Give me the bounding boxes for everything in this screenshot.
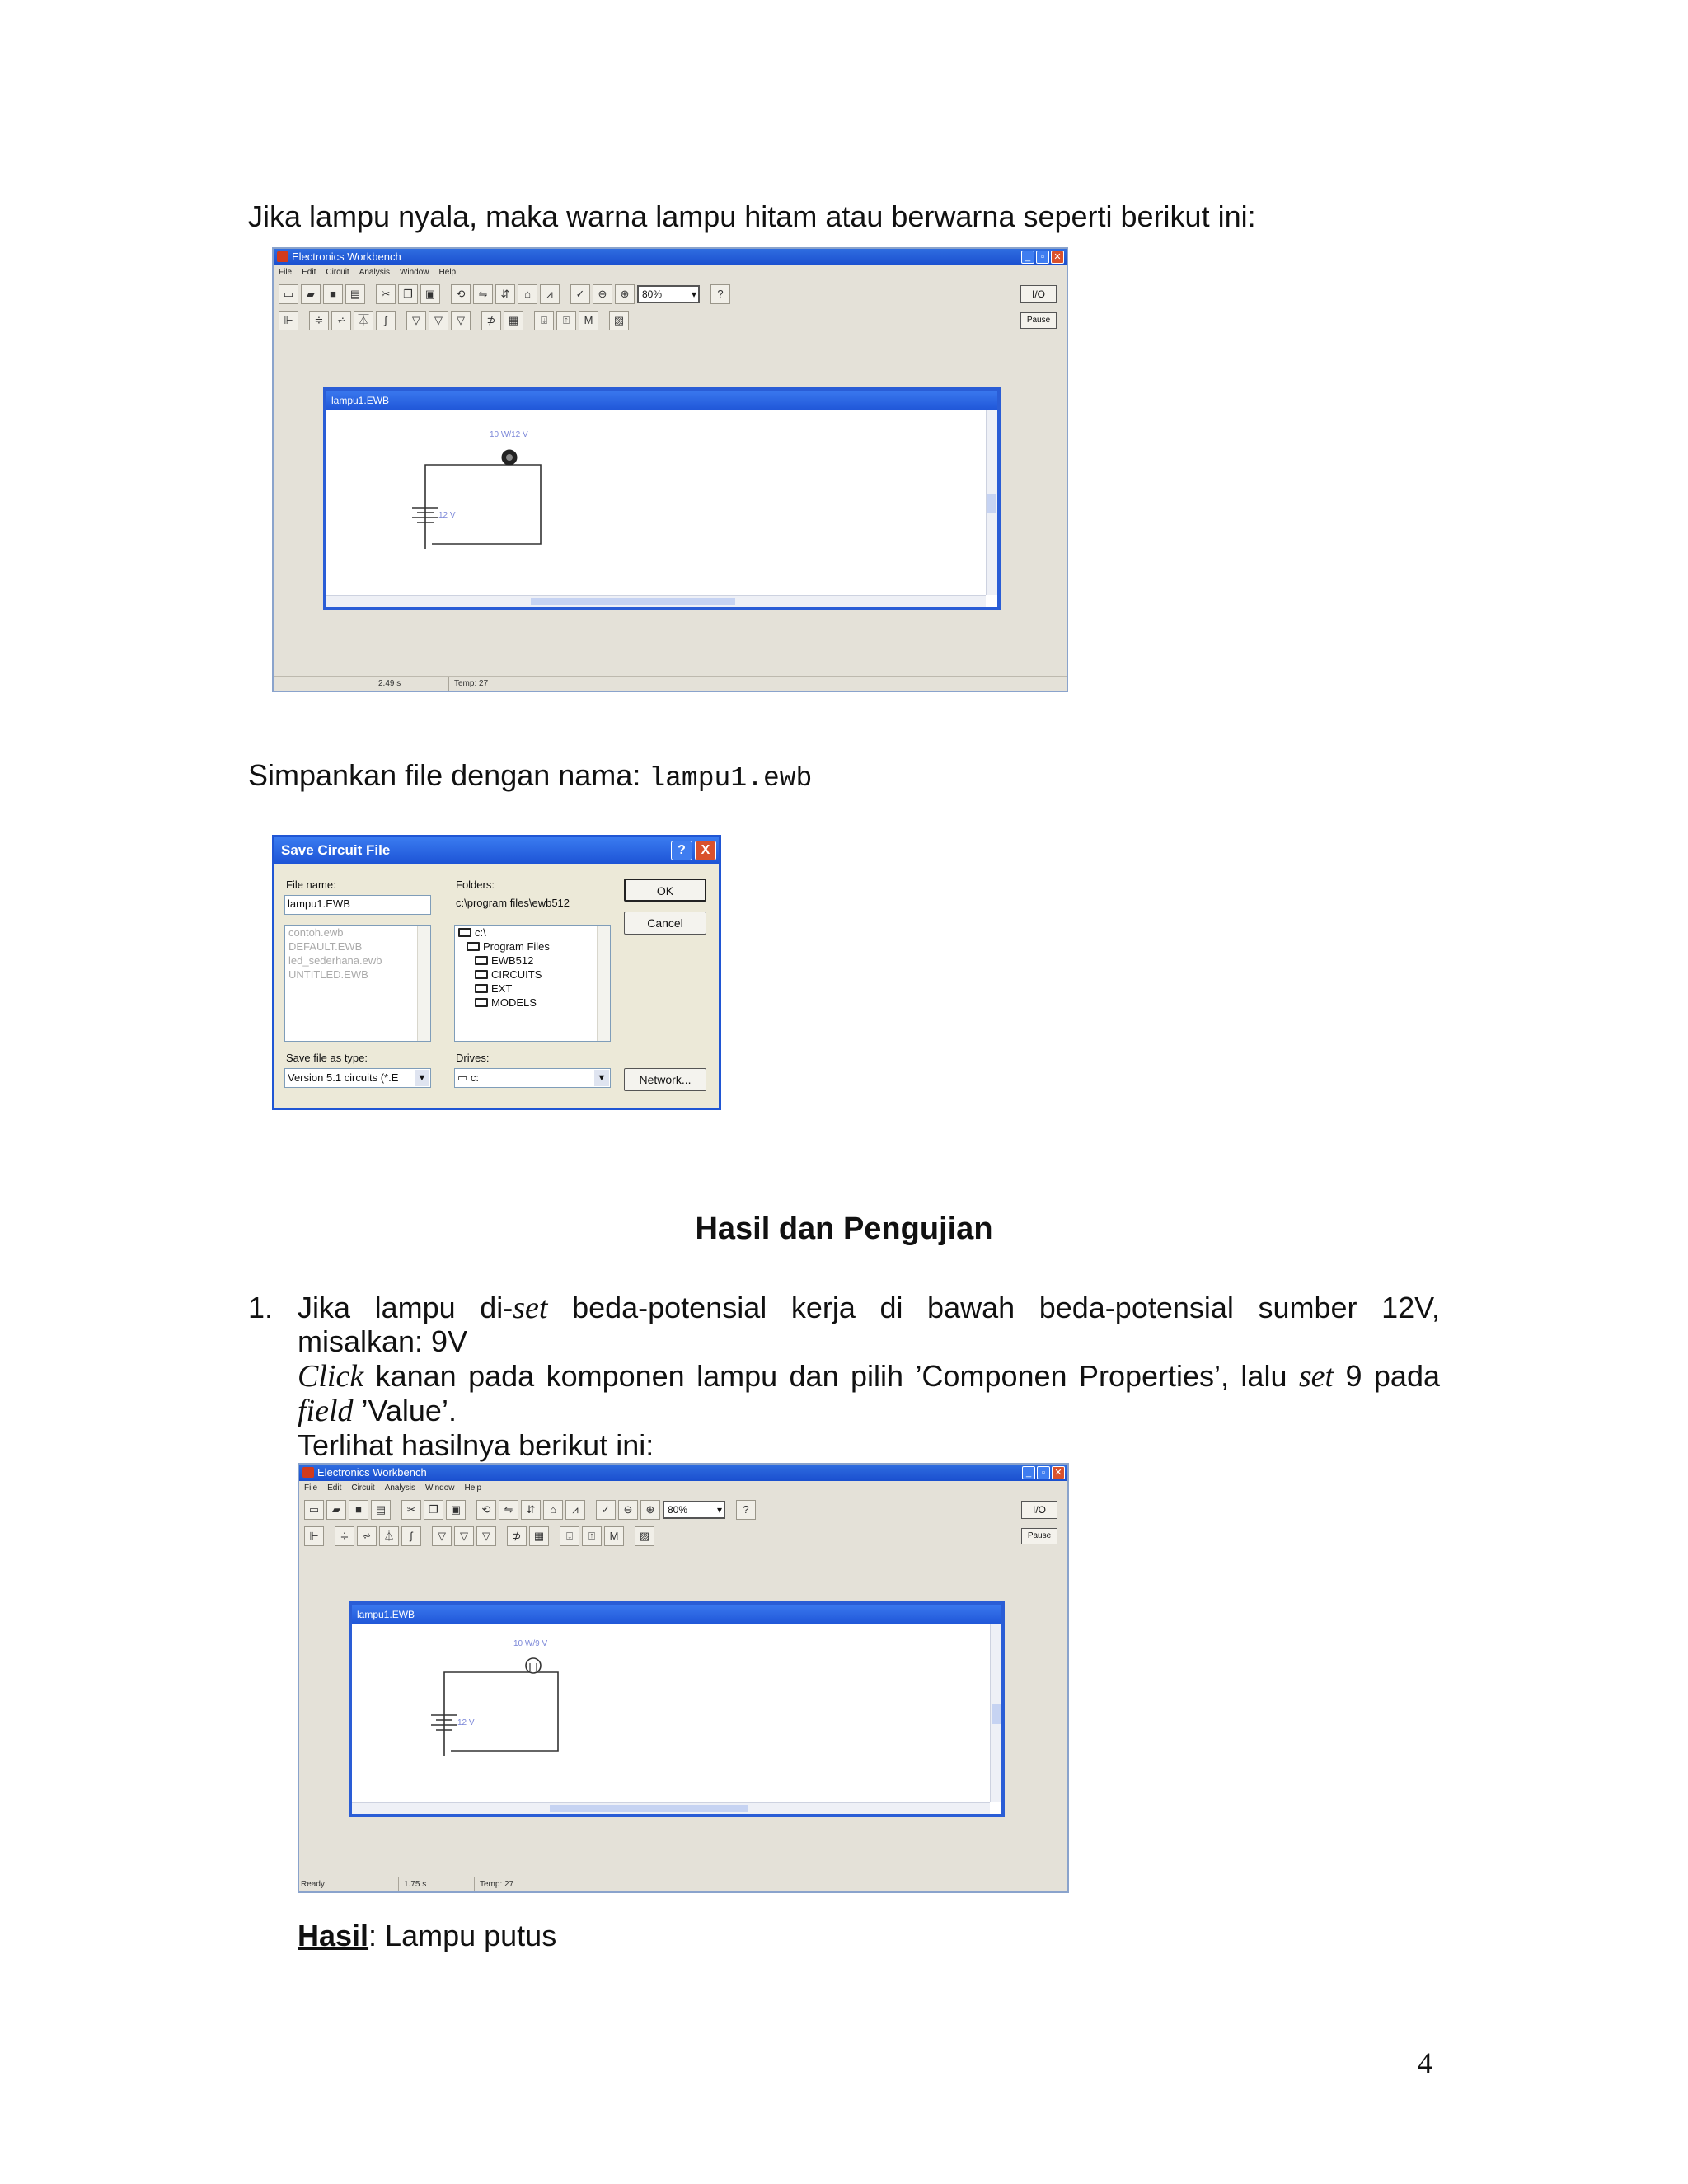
print-icon[interactable]: ▤ <box>371 1500 391 1520</box>
circuit-vertical-scrollbar[interactable] <box>990 1624 1001 1802</box>
transistors-bin-icon[interactable]: ʃ <box>376 311 396 330</box>
save-circuit-dialog <box>272 835 721 1110</box>
cancel-button[interactable]: Cancel <box>624 912 706 935</box>
folder-icon <box>475 970 488 979</box>
file-list-item[interactable]: DEFAULT.EWB <box>288 940 363 953</box>
status-bar <box>299 1877 1067 1891</box>
file-list-item[interactable]: contoh.ewb <box>288 926 344 939</box>
dialog-title: Save Circuit File <box>274 837 719 864</box>
new-file-icon[interactable]: ▭ <box>279 284 298 304</box>
paste-icon[interactable]: ▣ <box>420 284 440 304</box>
cut-icon[interactable]: ✂ <box>401 1500 421 1520</box>
file-list-item[interactable]: UNTITLED.EWB <box>288 968 368 981</box>
cut-icon[interactable]: ✂ <box>376 284 396 304</box>
ewb-window-lamp-off <box>298 1463 1069 1893</box>
status-bar <box>274 676 1067 691</box>
folder-tree[interactable] <box>454 925 611 1042</box>
file-list[interactable] <box>284 925 431 1042</box>
flip-horizontal-icon[interactable]: ⇋ <box>499 1500 518 1520</box>
indicators-bin-icon[interactable]: ⍗ <box>560 1526 579 1546</box>
circuit-diagram <box>326 410 986 598</box>
flip-horizontal-icon[interactable]: ⇋ <box>473 284 493 304</box>
controls-bin-icon[interactable]: ⍐ <box>582 1526 602 1546</box>
open-folder-icon <box>467 942 480 951</box>
circuit-diagram <box>352 1624 990 1806</box>
flip-vertical-icon[interactable]: ⇵ <box>521 1500 541 1520</box>
zoom-out-icon[interactable]: ⊖ <box>618 1500 638 1520</box>
main-toolbar <box>275 282 1065 307</box>
open-folder-icon <box>458 928 471 937</box>
save-instruction <box>248 758 812 796</box>
favorites-bin-icon[interactable]: ⊩ <box>304 1526 324 1546</box>
intro-text: Jika lampu nyala, maka warna lampu hitam atau berwarna seperti berikut ini: <box>248 199 1256 233</box>
save-type-label: Save file as type: <box>286 1052 368 1064</box>
sources-bin-icon[interactable]: ≑ <box>335 1526 354 1546</box>
minimize-icon[interactable]: _ <box>1021 251 1034 264</box>
analog-ics-bin-icon[interactable]: ▽ <box>406 311 426 330</box>
circuit-horizontal-scrollbar[interactable] <box>352 1802 990 1814</box>
basic-bin-icon[interactable]: ⩫ <box>357 1526 377 1546</box>
rotate-icon[interactable]: ⟲ <box>476 1500 496 1520</box>
file-name-label: File name: <box>286 879 336 891</box>
lamp-icon[interactable] <box>526 1658 541 1673</box>
ewb-window-lamp-on <box>272 247 1068 692</box>
save-icon[interactable]: ■ <box>349 1500 368 1520</box>
folders-label: Folders: <box>456 879 495 891</box>
minimize-icon[interactable]: _ <box>1022 1466 1035 1479</box>
item-number: 1. <box>248 1291 274 1324</box>
copy-icon[interactable]: ❐ <box>424 1500 443 1520</box>
component-properties-icon[interactable]: ✓ <box>570 284 590 304</box>
close-icon[interactable]: ✕ <box>1051 251 1064 264</box>
menu-window[interactable]: Window <box>424 1483 455 1493</box>
zoom-select[interactable]: 80% ▾ <box>637 285 700 303</box>
status-time: 1.75 s <box>398 1877 474 1891</box>
paste-icon[interactable]: ▣ <box>446 1500 466 1520</box>
lamp-label: 10 W/12 V <box>490 430 528 439</box>
folders-path: c:\program files\ewb512 <box>456 897 570 909</box>
folder-icon <box>475 984 488 993</box>
circuit-window-title: lampu1.EWB <box>352 1605 1001 1624</box>
pause-button[interactable]: Pause <box>1020 312 1057 329</box>
file-name-input[interactable]: lampu1.EWB <box>284 895 431 915</box>
status-ready: Ready <box>301 1880 325 1889</box>
zoom-in-icon[interactable]: ⊕ <box>640 1500 660 1520</box>
ewb-title: Electronics Workbench <box>317 1466 427 1479</box>
mixed-ics-bin-icon[interactable]: ▽ <box>429 311 448 330</box>
zoom-in-icon[interactable]: ⊕ <box>615 284 635 304</box>
ewb-titlebar <box>274 249 1067 265</box>
save-icon[interactable]: ■ <box>323 284 343 304</box>
menu-file[interactable]: File <box>304 1483 318 1493</box>
diodes-bin-icon[interactable]: ⏄ <box>354 311 373 330</box>
result-label: Hasil <box>298 1919 369 1952</box>
chevron-down-icon[interactable]: ▼ <box>594 1070 609 1086</box>
logic-gates-bin-icon[interactable]: ⊅ <box>481 311 501 330</box>
zoom-select[interactable]: 80% ▾ <box>663 1501 725 1519</box>
menu-edit[interactable]: Edit <box>302 268 316 277</box>
maximize-icon[interactable]: ▫ <box>1037 1466 1050 1479</box>
menu-help[interactable]: Help <box>438 268 457 277</box>
copy-icon[interactable]: ❐ <box>398 284 418 304</box>
circuit-window <box>323 387 1001 610</box>
folder-item[interactable]: Program Files <box>455 940 610 954</box>
result-line <box>298 1919 556 1953</box>
drives-label: Drives: <box>456 1052 490 1064</box>
file-list-item[interactable]: led_sederhana.ewb <box>288 954 382 967</box>
flip-vertical-icon[interactable]: ⇵ <box>495 284 515 304</box>
section-heading: Hasil dan Pengujian <box>695 1212 993 1246</box>
save-instruction-text: Simpankan file dengan nama: <box>248 758 649 792</box>
lamp-label: 10 W/9 V <box>513 1639 548 1648</box>
open-folder-icon <box>475 956 488 965</box>
instruments-bin-icon[interactable]: ▨ <box>609 311 629 330</box>
menu-circuit[interactable]: Circuit <box>326 268 349 277</box>
status-temp: Temp: 27 <box>448 677 531 691</box>
folder-item[interactable]: EWB512 <box>455 954 610 968</box>
logic-gates-bin-icon[interactable]: ⊅ <box>507 1526 527 1546</box>
drives-select[interactable]: ▭ c: ▼ <box>454 1068 611 1088</box>
power-switch-icon[interactable]: I/O <box>1020 285 1057 303</box>
main-toolbar <box>301 1497 1066 1522</box>
menu-analysis[interactable]: Analysis <box>384 1483 415 1493</box>
menu-window[interactable]: Window <box>399 268 429 277</box>
digital-bin-icon[interactable]: ▦ <box>504 311 523 330</box>
mixed-ics-bin-icon[interactable]: ▽ <box>454 1526 474 1546</box>
pause-button[interactable]: Pause <box>1021 1528 1057 1544</box>
circuit-window-title: lampu1.EWB <box>326 391 997 410</box>
graph-icon[interactable]: ⩘ <box>565 1500 585 1520</box>
close-button[interactable]: X <box>695 841 716 860</box>
page-number: 4 <box>1418 2046 1432 2079</box>
menu-file[interactable]: File <box>279 268 293 277</box>
parts-toolbar <box>301 1524 1066 1549</box>
folder-icon <box>475 998 488 1007</box>
ewb-titlebar <box>299 1465 1067 1481</box>
digital-ics-bin-icon[interactable]: ▽ <box>476 1526 496 1546</box>
menu-edit[interactable]: Edit <box>327 1483 342 1493</box>
graph-icon[interactable]: ⩘ <box>540 284 560 304</box>
controls-bin-icon[interactable]: ⍐ <box>556 311 576 330</box>
item1-line4: field ’Value’. <box>298 1394 457 1428</box>
rotate-icon[interactable]: ⟲ <box>451 284 471 304</box>
digital-ics-bin-icon[interactable]: ▽ <box>451 311 471 330</box>
print-icon[interactable]: ▤ <box>345 284 365 304</box>
help-icon[interactable]: ? <box>710 284 730 304</box>
menu-circuit[interactable]: Circuit <box>351 1483 375 1493</box>
item1-line2: misalkan: 9V <box>298 1324 468 1358</box>
ok-button[interactable]: OK <box>624 879 706 902</box>
digital-bin-icon[interactable]: ▦ <box>529 1526 549 1546</box>
folder-item[interactable]: c:\ <box>455 926 610 940</box>
sources-bin-icon[interactable]: ≑ <box>309 311 329 330</box>
instruments-bin-icon[interactable]: ▨ <box>635 1526 654 1546</box>
miscellaneous-bin-icon[interactable]: M <box>604 1526 624 1546</box>
component-properties-icon[interactable]: ✓ <box>596 1500 616 1520</box>
open-folder-icon[interactable]: ▰ <box>326 1500 346 1520</box>
subcircuit-icon[interactable]: ⌂ <box>518 284 537 304</box>
status-temp: Temp: 27 <box>474 1877 556 1891</box>
open-folder-icon[interactable]: ▰ <box>301 284 321 304</box>
menu-bar <box>299 1481 1067 1495</box>
battery-label: 12 V <box>438 511 456 520</box>
item1-line5: Terlihat hasilnya berikut ini: <box>298 1428 654 1462</box>
menu-bar <box>274 265 1067 279</box>
help-icon[interactable]: ? <box>736 1500 756 1520</box>
chevron-down-icon[interactable]: ▼ <box>415 1070 429 1086</box>
miscellaneous-bin-icon[interactable]: M <box>579 311 598 330</box>
folder-item[interactable]: EXT <box>455 982 610 996</box>
parts-toolbar <box>275 308 1065 333</box>
save-filename: lampu1.ewb <box>649 763 813 794</box>
analog-ics-bin-icon[interactable]: ▽ <box>432 1526 452 1546</box>
help-button[interactable]: ? <box>671 841 692 860</box>
drive-icon: ▭ <box>457 1071 471 1084</box>
network-button[interactable]: Network... <box>624 1068 706 1091</box>
folder-item[interactable]: CIRCUITS <box>455 968 610 982</box>
diodes-bin-icon[interactable]: ⏄ <box>379 1526 399 1546</box>
close-icon[interactable]: ✕ <box>1052 1466 1065 1479</box>
subcircuit-icon[interactable]: ⌂ <box>543 1500 563 1520</box>
menu-help[interactable]: Help <box>464 1483 482 1493</box>
transistors-bin-icon[interactable]: ʃ <box>401 1526 421 1546</box>
ewb-title: Electronics Workbench <box>292 251 401 263</box>
maximize-icon[interactable]: ▫ <box>1036 251 1049 264</box>
circuit-window <box>349 1601 1005 1817</box>
save-type-select[interactable]: Version 5.1 circuits (*.E ▼ <box>284 1068 431 1088</box>
zoom-out-icon[interactable]: ⊖ <box>593 284 612 304</box>
item1-line3: Click kanan pada komponen lampu dan pilih ’Componen Properties’, lalu set 9 pada <box>298 1359 1440 1394</box>
status-time: 2.49 s <box>373 677 448 691</box>
app-icon <box>277 251 288 262</box>
folder-tree-scrollbar[interactable] <box>597 926 610 1041</box>
item1-line1: Jika lampu di-set beda-potensial kerja di bawah beda-potensial sumber 12V, <box>298 1291 1440 1325</box>
circuit-vertical-scrollbar[interactable] <box>986 410 997 595</box>
file-list-scrollbar[interactable] <box>417 926 430 1041</box>
menu-analysis[interactable]: Analysis <box>359 268 390 277</box>
new-file-icon[interactable]: ▭ <box>304 1500 324 1520</box>
basic-bin-icon[interactable]: ⩫ <box>331 311 351 330</box>
battery-label: 12 V <box>457 1718 475 1727</box>
favorites-bin-icon[interactable]: ⊩ <box>279 311 298 330</box>
app-icon <box>302 1467 314 1478</box>
result-text: : Lampu putus <box>368 1919 557 1952</box>
circuit-horizontal-scrollbar[interactable] <box>326 595 986 607</box>
folder-item[interactable]: MODELS <box>455 996 610 1010</box>
power-switch-icon[interactable]: I/O <box>1021 1501 1057 1519</box>
indicators-bin-icon[interactable]: ⍗ <box>534 311 554 330</box>
